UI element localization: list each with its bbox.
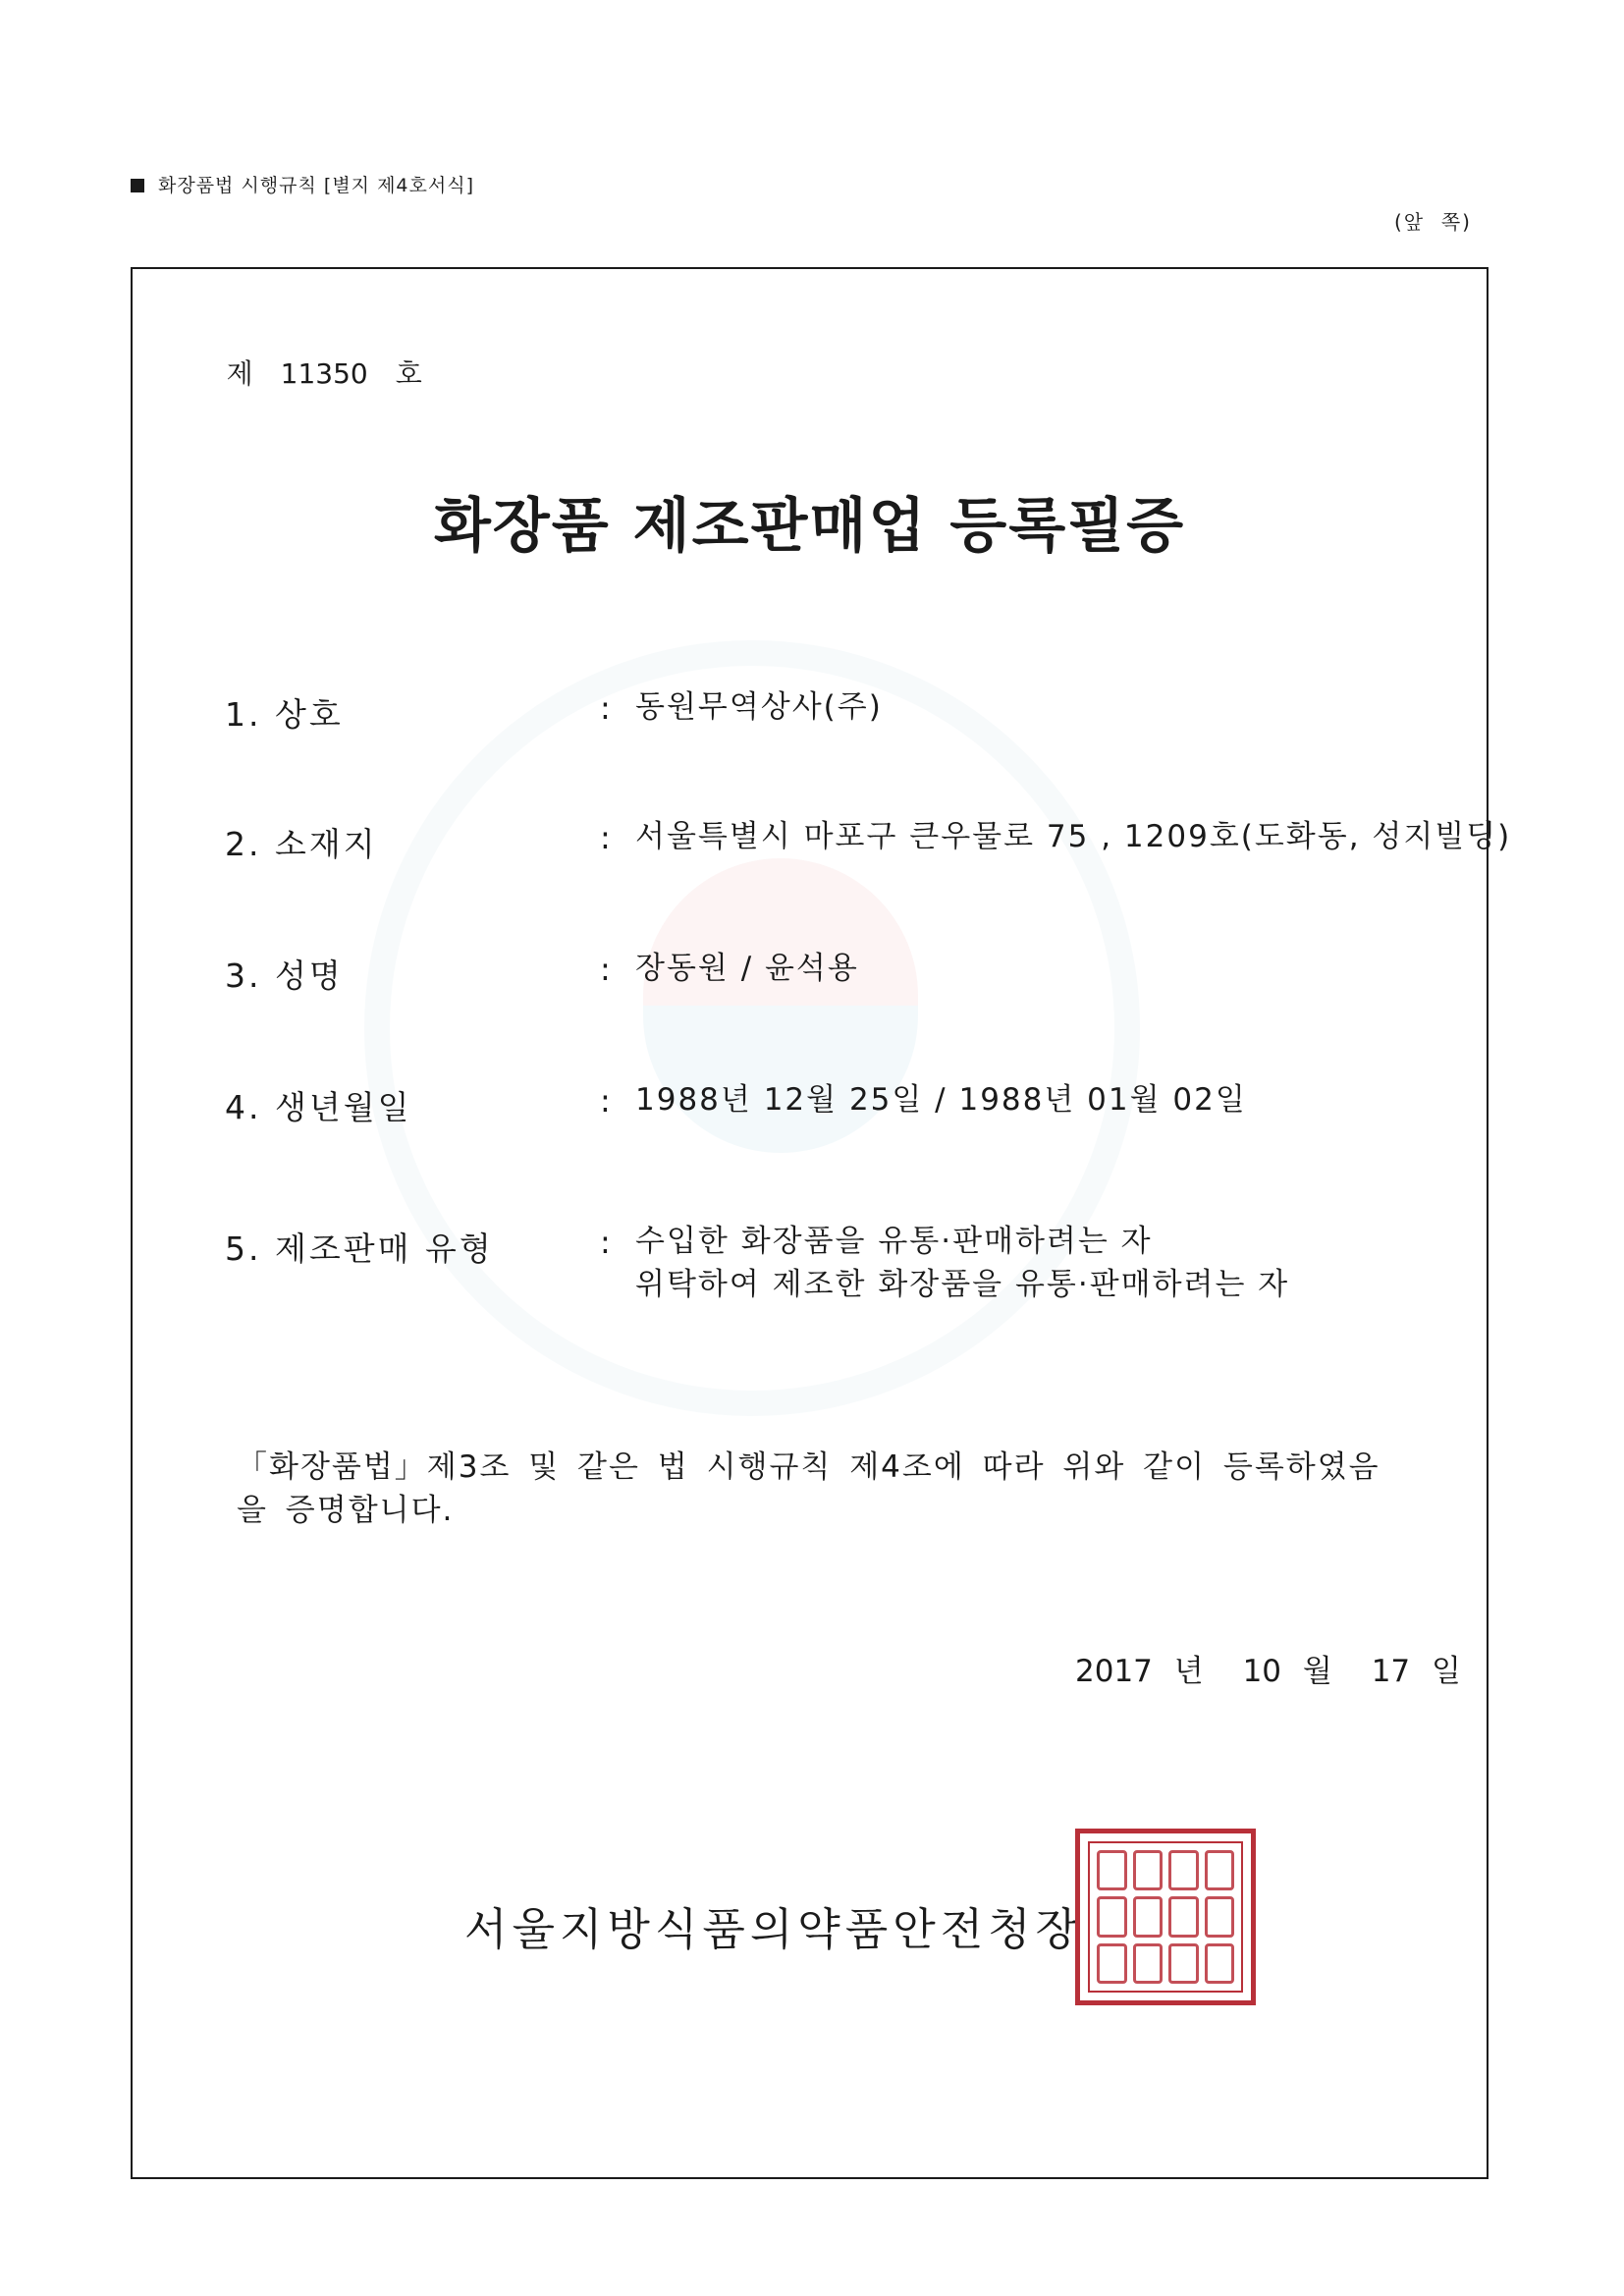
certification-statement: 「화장품법」제3조 및 같은 법 시행규칙 제4조에 따라 위와 같이 등록하였음을 증명합니다. <box>237 1449 1380 1528</box>
field-colon: : <box>600 819 611 856</box>
square-bullet-icon <box>131 179 144 192</box>
field-value-business-type <box>635 1220 1558 1306</box>
page-side-note: (앞 쪽) <box>1394 210 1472 234</box>
field-value-birth-date: 1988년 12월 25일 / 1988년 01월 02일 <box>635 1082 1247 1118</box>
issue-month: 10 <box>1242 1654 1282 1689</box>
field-label-birth-date: 4. 생년월일 <box>225 1088 412 1126</box>
field-label-business-type: 5. 제조판매 유형 <box>225 1230 494 1268</box>
form-reference-text: 화장품법 시행규칙 [별지 제4호서식] <box>158 175 474 196</box>
issue-day: 17 <box>1371 1654 1411 1689</box>
field-label-name: 3. 성명 <box>225 957 344 995</box>
issue-month-unit: 월 <box>1302 1654 1332 1689</box>
business-type-line: 위탁하여 제조한 화장품을 유통·판매하려는 자 <box>635 1267 1290 1302</box>
field-label-address: 2. 소재지 <box>225 825 378 863</box>
field-label-trade-name: 1. 상호 <box>225 695 344 734</box>
business-type-line: 수입한 화장품을 유통·판매하려는 자 <box>635 1224 1153 1259</box>
issue-year-unit: 년 <box>1173 1654 1204 1689</box>
registration-number-value: 11350 <box>280 357 368 390</box>
field-value-address: 서울특별시 마포구 큰우물로 75 , 1209호(도화동, 성지빌딩) <box>635 819 1512 854</box>
field-colon: : <box>600 689 611 727</box>
field-colon: : <box>600 1082 611 1120</box>
form-reference <box>131 171 474 197</box>
document-title: 화장품 제조판매업 등록필증 <box>433 492 1186 561</box>
issue-day-unit: 일 <box>1432 1654 1461 1689</box>
certificate-frame <box>131 267 1512 2179</box>
field-colon: : <box>600 1224 611 1261</box>
official-seal-stamp <box>1075 1829 1256 2005</box>
registration-number <box>191 320 422 424</box>
field-value-trade-name: 동원무역상사(주) <box>635 689 883 725</box>
registration-number-suffix: 호 <box>395 357 422 390</box>
issue-date <box>1075 1646 1461 1690</box>
issue-year: 2017 <box>1075 1654 1153 1689</box>
registration-number-prefix: 제 <box>226 357 253 390</box>
issuing-authority: 서울지방식품의약품안전청장 <box>464 1903 1084 1955</box>
field-value-name: 장동원 / 윤석용 <box>635 951 859 986</box>
field-colon: : <box>600 951 611 988</box>
